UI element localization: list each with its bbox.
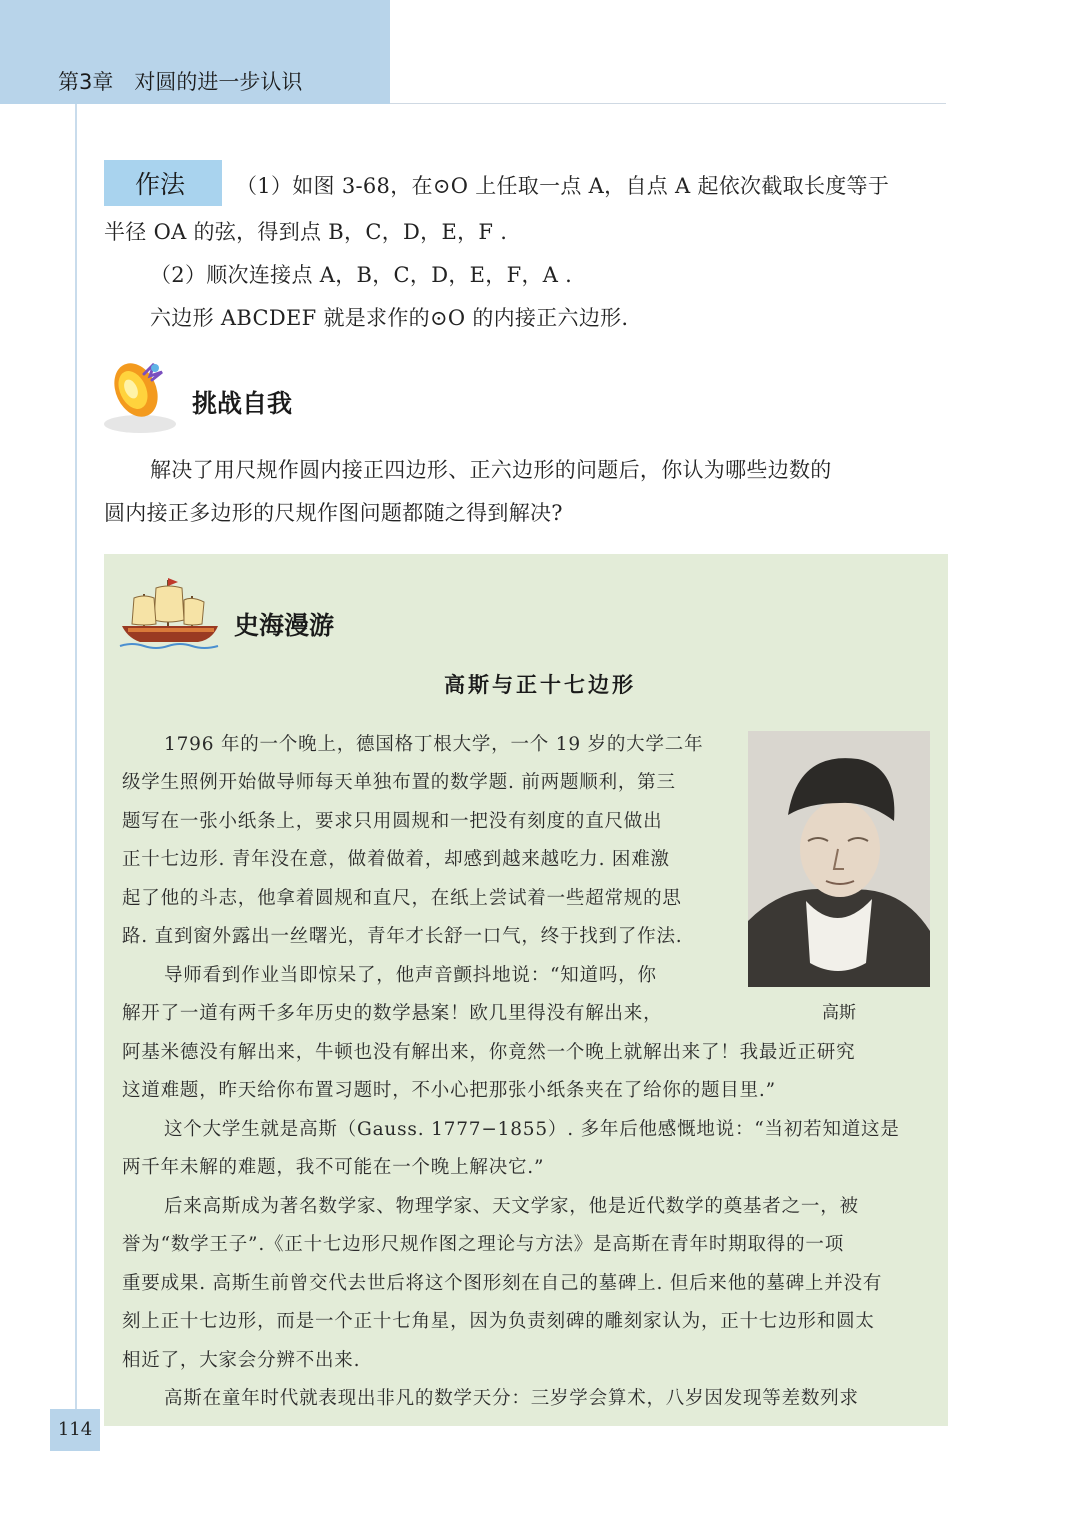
- history-line: 导师看到作业当即惊呆了，他声音颤抖地说：“知道吗，你: [164, 965, 657, 986]
- gauss-portrait: [748, 731, 930, 987]
- method-line: 半径 OA 的弦，得到点 B，C，D，E，F .: [104, 220, 508, 244]
- history-line: 路. 直到窗外露出一丝曙光，青年才长舒一口气，终于找到了作法.: [122, 926, 683, 947]
- history-line: 誉为“数学王子”.《正十七边形尺规作图之理论与方法》是高斯在青年时期取得的一项: [122, 1234, 844, 1255]
- history-title: 史海漫游: [234, 611, 335, 640]
- history-line: 刻上正十七边形，而是一个正十七角星，因为负责刻碑的雕刻家认为，正十七边形和圆太: [122, 1311, 875, 1332]
- history-line: 后来高斯成为著名数学家、物理学家、天文学家，他是近代数学的奠基者之一，被: [164, 1196, 859, 1217]
- history-line: 阿基米德没有解出来，牛顿也没有解出来，你竟然一个晚上就解出来了！我最近正研究: [122, 1042, 856, 1063]
- history-line: 1796 年的一个晚上，德国格丁根大学，一个 19 岁的大学二年: [164, 734, 704, 755]
- history-line: 相近了，大家会分辨不出来.: [122, 1350, 361, 1371]
- history-line: 两千年未解的难题，我不可能在一个晚上解决它.”: [122, 1157, 545, 1178]
- history-line: 这个大学生就是高斯（Gauss. 1777−1855）. 多年后他感慨地说：“当初若知道这是: [164, 1119, 900, 1140]
- history-line: 重要成果. 高斯生前曾交代去世后将这个图形刻在自己的墓碑上. 但后来他的墓碑上并没有: [122, 1273, 883, 1294]
- history-line: 起了他的斗志，他拿着圆规和直尺，在纸上尝试着一些超常规的思: [122, 888, 682, 909]
- portrait-caption: 高斯: [822, 1003, 856, 1023]
- challenge-line: 解决了用尺规作圆内接正四边形、正六边形的问题后，你认为哪些边数的: [150, 458, 832, 482]
- method-line: （2）顺次连接点 A，B，C，D，E，F，A .: [150, 263, 573, 287]
- method-label: 作法: [135, 170, 186, 199]
- history-line: 这道难题，昨天给你布置习题时，不小心把那张小纸条夹在了给你的题目里.”: [122, 1080, 776, 1101]
- page-number: 114: [57, 1419, 93, 1440]
- article-title: 高斯与正十七边形: [444, 672, 636, 697]
- history-line: 题写在一张小纸条上，要求只用圆规和一把没有刻度的直尺做出: [122, 811, 663, 832]
- margin-rule: [75, 104, 77, 1409]
- history-line: 高斯在童年时代就表现出非凡的数学天分：三岁学会算术，八岁因发现等差数列求: [164, 1388, 859, 1409]
- challenge-line: 圆内接正多边形的尺规作图问题都随之得到解决?: [104, 501, 563, 525]
- header-divider: [390, 103, 946, 104]
- challenge-title: 挑战自我: [192, 389, 293, 418]
- ship-icon: [118, 574, 222, 654]
- chapter-title: 第3章 对圆的进一步认识: [58, 70, 303, 94]
- challenge-icon: [100, 356, 180, 438]
- history-line: 解开了一道有两千多年历史的数学悬案！欧几里得没有解出来，: [122, 1003, 663, 1024]
- history-line: 级学生照例开始做导师每天单独布置的数学题. 前两题顺利，第三: [122, 772, 676, 793]
- method-line: （1）如图 3-68，在⊙O 上任取一点 A，自点 A 起依次截取长度等于: [236, 174, 890, 198]
- method-line: 六边形 ABCDEF 就是求作的⊙O 的内接正六边形.: [150, 306, 629, 330]
- history-line: 正十七边形. 青年没在意，做着做着，却感到越来越吃力. 困难激: [122, 849, 670, 870]
